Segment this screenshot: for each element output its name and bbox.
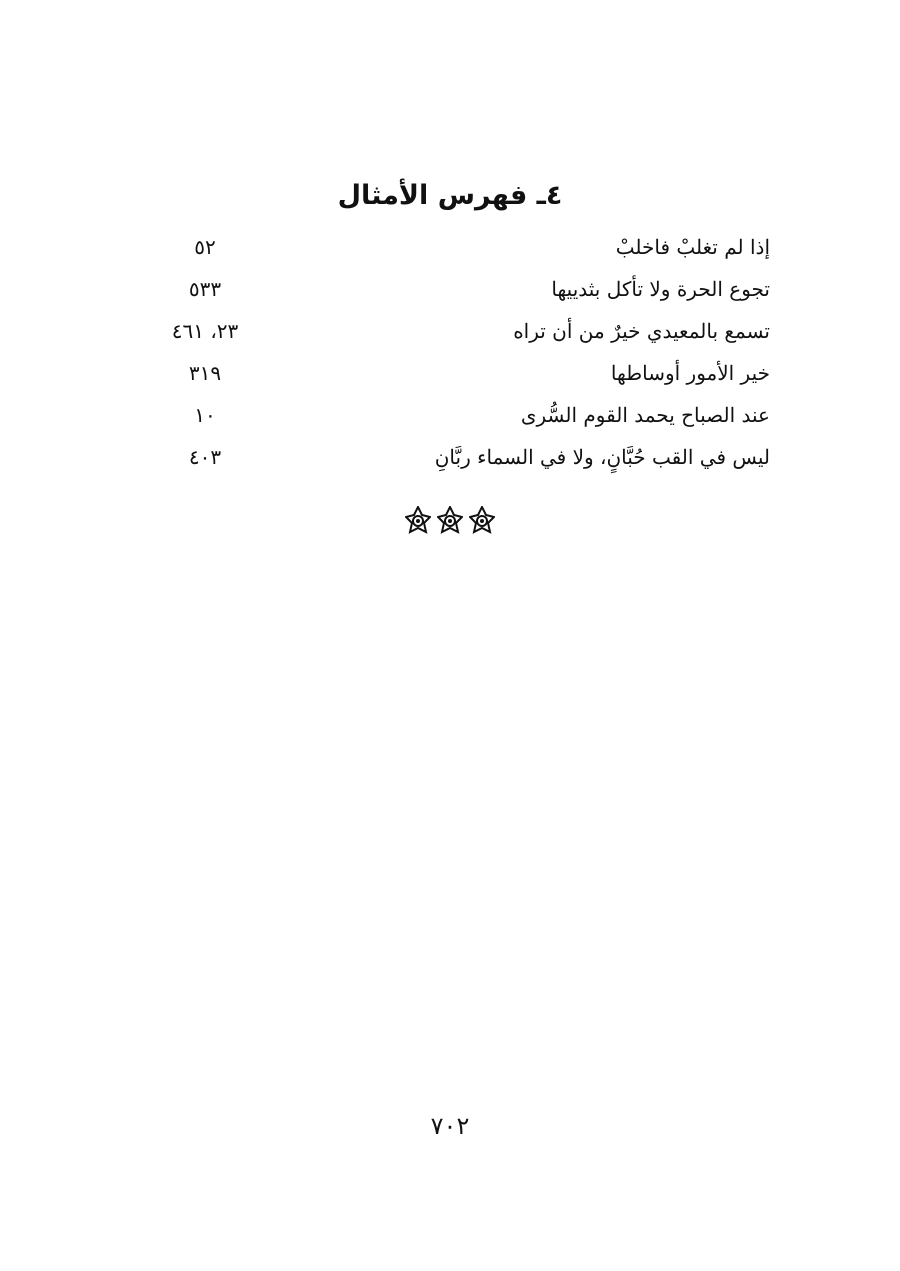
proverb-text: تسمع بالمعيدي خيرٌ من أن تراه xyxy=(513,319,770,343)
page-references: ٢٣، ٤٦١ xyxy=(171,319,239,343)
flower-ornament-icon xyxy=(405,506,431,536)
list-item xyxy=(150,352,770,394)
proverb-text: عند الصباح يحمد القوم السُّرى xyxy=(520,403,770,427)
section-end-ornaments xyxy=(0,506,900,536)
list-item xyxy=(150,268,770,310)
proverb-text: تجوع الحرة ولا تأكل بثدييها xyxy=(551,277,770,301)
page-references: ٥٢ xyxy=(194,235,216,259)
list-item xyxy=(150,436,770,478)
page-references: ٤٠٣ xyxy=(188,445,222,469)
list-item xyxy=(150,310,770,352)
proverbs-index-list xyxy=(150,226,770,478)
page-title: ٤ـ فهرس الأمثال xyxy=(337,180,563,212)
list-item xyxy=(150,394,770,436)
proverb-text: ليس في القب حُبَّانٍ، ولا في السماء ربَّانِ xyxy=(434,445,770,469)
proverb-text: إذا لم تغلبْ فاخلبْ xyxy=(615,235,770,259)
list-item xyxy=(150,226,770,268)
flower-ornament-icon xyxy=(437,506,463,536)
page-number: ٧٠٢ xyxy=(430,1112,470,1140)
proverb-text: خير الأمور أوساطها xyxy=(610,361,770,385)
page-references: ١٠ xyxy=(194,403,216,427)
page-references: ٥٣٣ xyxy=(188,277,222,301)
page-references: ٣١٩ xyxy=(188,361,222,385)
flower-ornament-icon xyxy=(469,506,495,536)
